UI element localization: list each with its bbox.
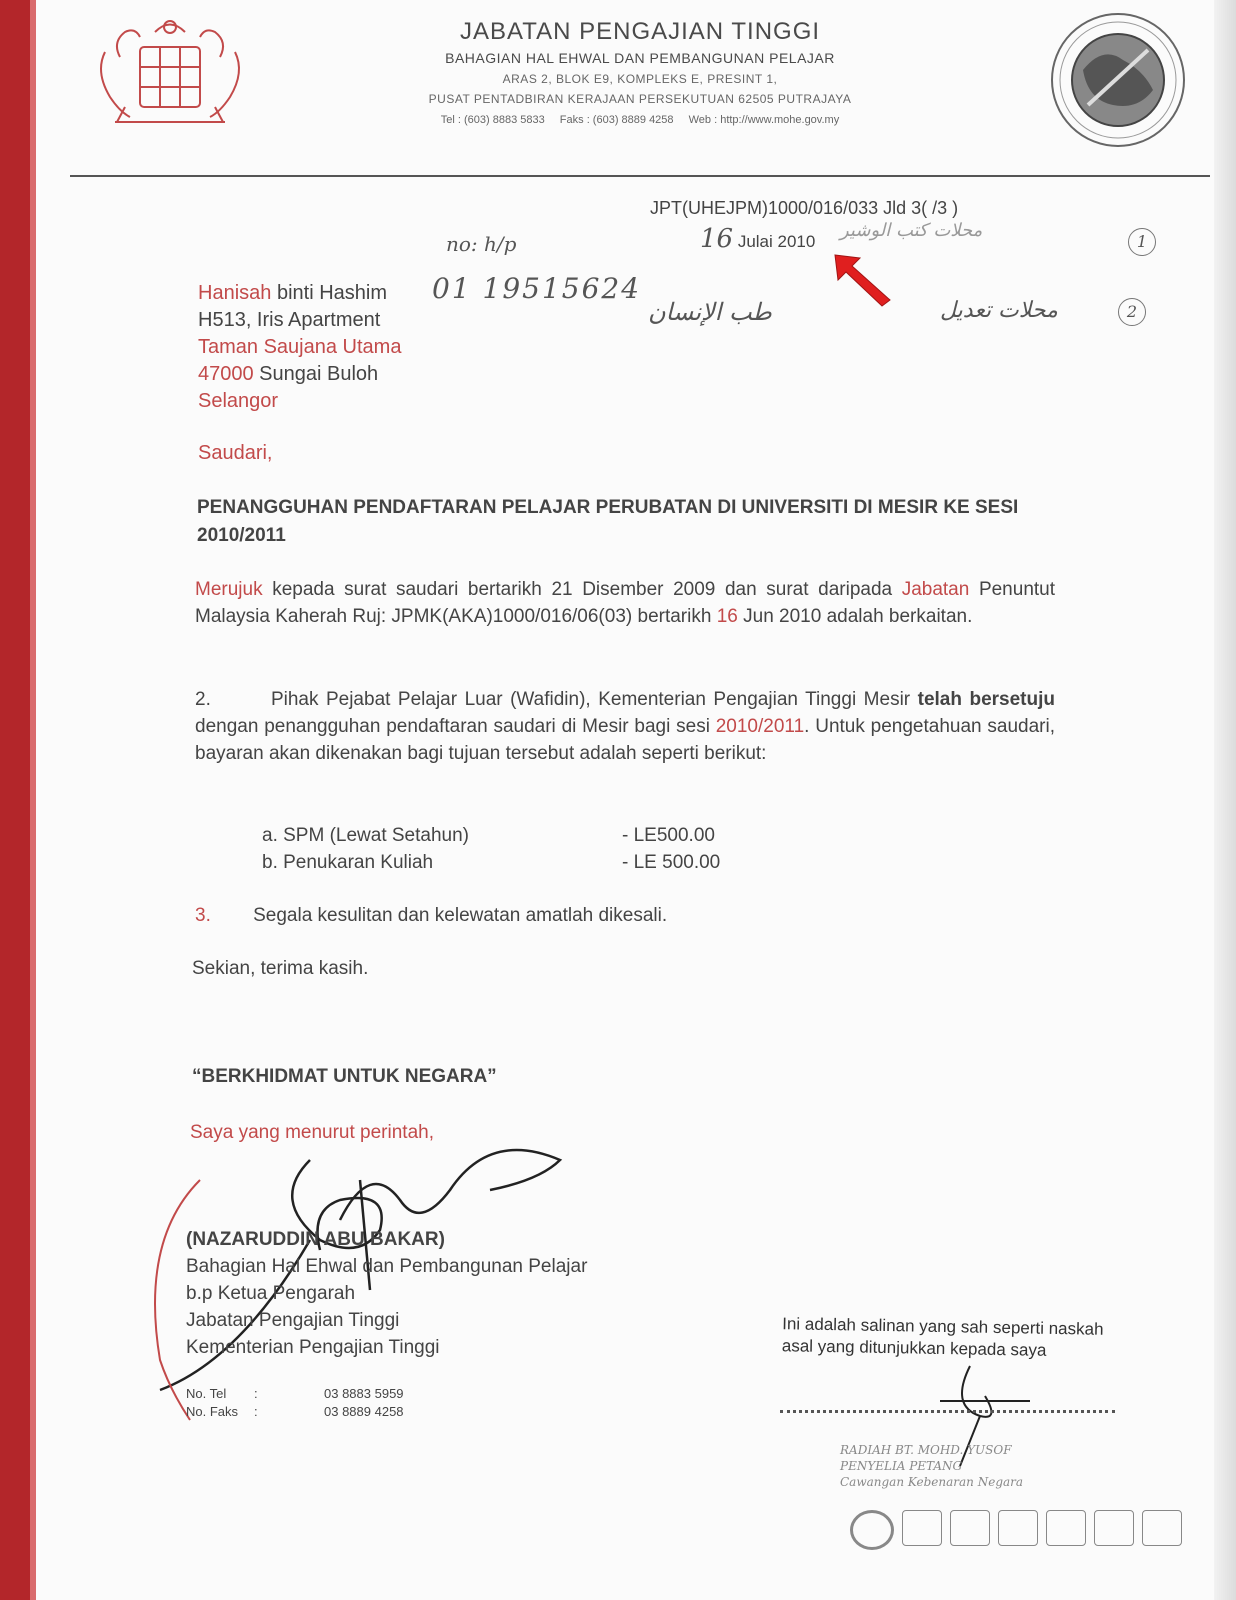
letterhead-division: BAHAGIAN HAL EHWAL DAN PEMBANGUNAN PELAJAR [445, 50, 835, 66]
recipient-line-3: Taman Saujana Utama [198, 336, 402, 358]
certification-line-1: Ini adalah salinan yang sah seperti naskah [782, 1314, 1104, 1339]
officer-stamp: RADIAH BT. MOHD. YUSOF PENYELIA PETANG Cawangan Kebenaran Negara [840, 1443, 1024, 1489]
paragraph-1: Merujuk kepada surat saudari bertarikh 21 Disember 2009 dan surat daripada Jabatan Penuntut Malaysia Kaherah Ruj: JPMK(AKA)1000/016/06(03) bertarikh 16 Jun 2010 adalah berkaitan. [195, 579, 1056, 627]
reference-number: JPT(UHEJPM)1000/016/033 Jld 3( /3 ) [650, 198, 959, 218]
letter-subject: PENANGGUHAN PENDAFTARAN PELAJAR PERUBATAN DI UNIVERSITI DI MESIR KE SESI 2010/2011 [197, 497, 1019, 546]
signature-dotted-line [780, 1410, 1115, 1413]
handwritten-arabic-2: طب الإنسان [648, 298, 772, 326]
recipient-line-4: 47000 Sungai Buloh [198, 363, 379, 385]
coat-of-arms-icon [85, 12, 255, 142]
letterhead-contacts [360, 114, 920, 126]
handwritten-arabic-3: محلات تعديل [940, 298, 1058, 323]
handwritten-circle-2: 2 [1118, 298, 1146, 326]
motto: “BERKHIDMAT UNTUK NEGARA” [192, 1066, 497, 1087]
fee-row: a. SPM (Lewat Setahun) - LE500.00 [262, 825, 715, 846]
red-arrow-icon [830, 250, 900, 310]
red-margin-strip [0, 0, 30, 1600]
sirim-badge-icon [902, 1510, 942, 1546]
sirim-badge-icon [1142, 1510, 1182, 1546]
letterhead-address-2: PUSAT PENTADBIRAN KERAJAAN PERSEKUTUAN 62505 PUTRAJAYA [428, 92, 852, 106]
sirim-badge-icon [1094, 1510, 1134, 1546]
signatory-name: (NAZARUDDIN ABU BAKAR) [186, 1229, 445, 1250]
closing-line: Sekian, terima kasih. [192, 958, 369, 979]
sirim-badge-icon [998, 1510, 1038, 1546]
fee-row: b. Penukaran Kuliah - LE 500.00 [262, 852, 721, 873]
sirim-badge-icon [1046, 1510, 1086, 1546]
sirim-badge-icon [950, 1510, 990, 1546]
recipient-name: Hanisah binti Hashim [198, 282, 387, 304]
letterhead [360, 18, 920, 126]
certification-line-2: asal yang ditunjukkan kepada saya [781, 1336, 1047, 1360]
letterhead-fax: Faks : (603) 8889 4258 [559, 114, 674, 126]
red-margin-strip-inner [30, 0, 36, 1600]
certification-badges [850, 1510, 1182, 1550]
page-edge-shadow [1214, 0, 1236, 1600]
handwritten-circle-1: 1 [1128, 228, 1156, 256]
handwritten-phone: 01 19515624 [432, 272, 642, 305]
recipient-line-5: Selangor [198, 390, 279, 412]
paragraph-2: 2. Pihak Pejabat Pelajar Luar (Wafidin), Kementerian Pengajian Tinggi Mesir telah bersetuju dengan penangguhan pendaftaran saudari di Mesir bagi sesi 2010/2011. Untuk pengetahuan saudari, bayaran akan dikenakan bagi tujuan tersebut adalah seperti berikut: [195, 689, 1056, 764]
signatory-block [186, 1226, 587, 1361]
contact-numbers [186, 1385, 404, 1421]
recipient-address [198, 280, 401, 415]
letterhead-address-1: ARAS 2, BLOK E9, KOMPLEKS E, PRESINT 1, [502, 72, 778, 86]
signatory-line-4: Kementerian Pengajian Tinggi [186, 1337, 440, 1358]
signatory-line-1: Bahagian Hal Ehwal dan Pembangunan Pelajar [186, 1256, 588, 1277]
fee-list [262, 822, 720, 876]
iso-badge-icon [850, 1510, 894, 1550]
yours-faithfully: Saya yang menurut perintah, [190, 1122, 434, 1143]
contact-row: No. Faks : 03 8889 4258 [186, 1404, 404, 1419]
date-month-year: Julai 2010 [737, 232, 816, 251]
ministry-seal-icon [1048, 10, 1188, 150]
contact-row: No. Tel : 03 8883 5959 [186, 1386, 404, 1401]
recipient-line-2: H513, Iris Apartment [198, 309, 381, 331]
letterhead-web: Web : http://www.mohe.gov.my [688, 114, 840, 126]
letter-date [700, 224, 815, 254]
paragraph-3: 3. Segala kesulitan dan kelewatan amatlah dikesali. [195, 905, 668, 926]
letterhead-tel: Tel : (603) 8883 5833 [440, 114, 545, 126]
handwritten-note-no: no: h/p [446, 232, 517, 256]
letterhead-divider [70, 175, 1210, 177]
handwritten-arabic-1: محلات كتب الوشير [840, 220, 983, 241]
date-day-handwritten: 16 [700, 224, 734, 254]
letterhead-title: JABATAN PENGAJIAN TINGGI [459, 18, 821, 45]
signatory-line-2: b.p Ketua Pengarah [186, 1283, 356, 1304]
signatory-line-3: Jabatan Pengajian Tinggi [186, 1310, 400, 1331]
salutation: Saudari, [198, 442, 273, 464]
